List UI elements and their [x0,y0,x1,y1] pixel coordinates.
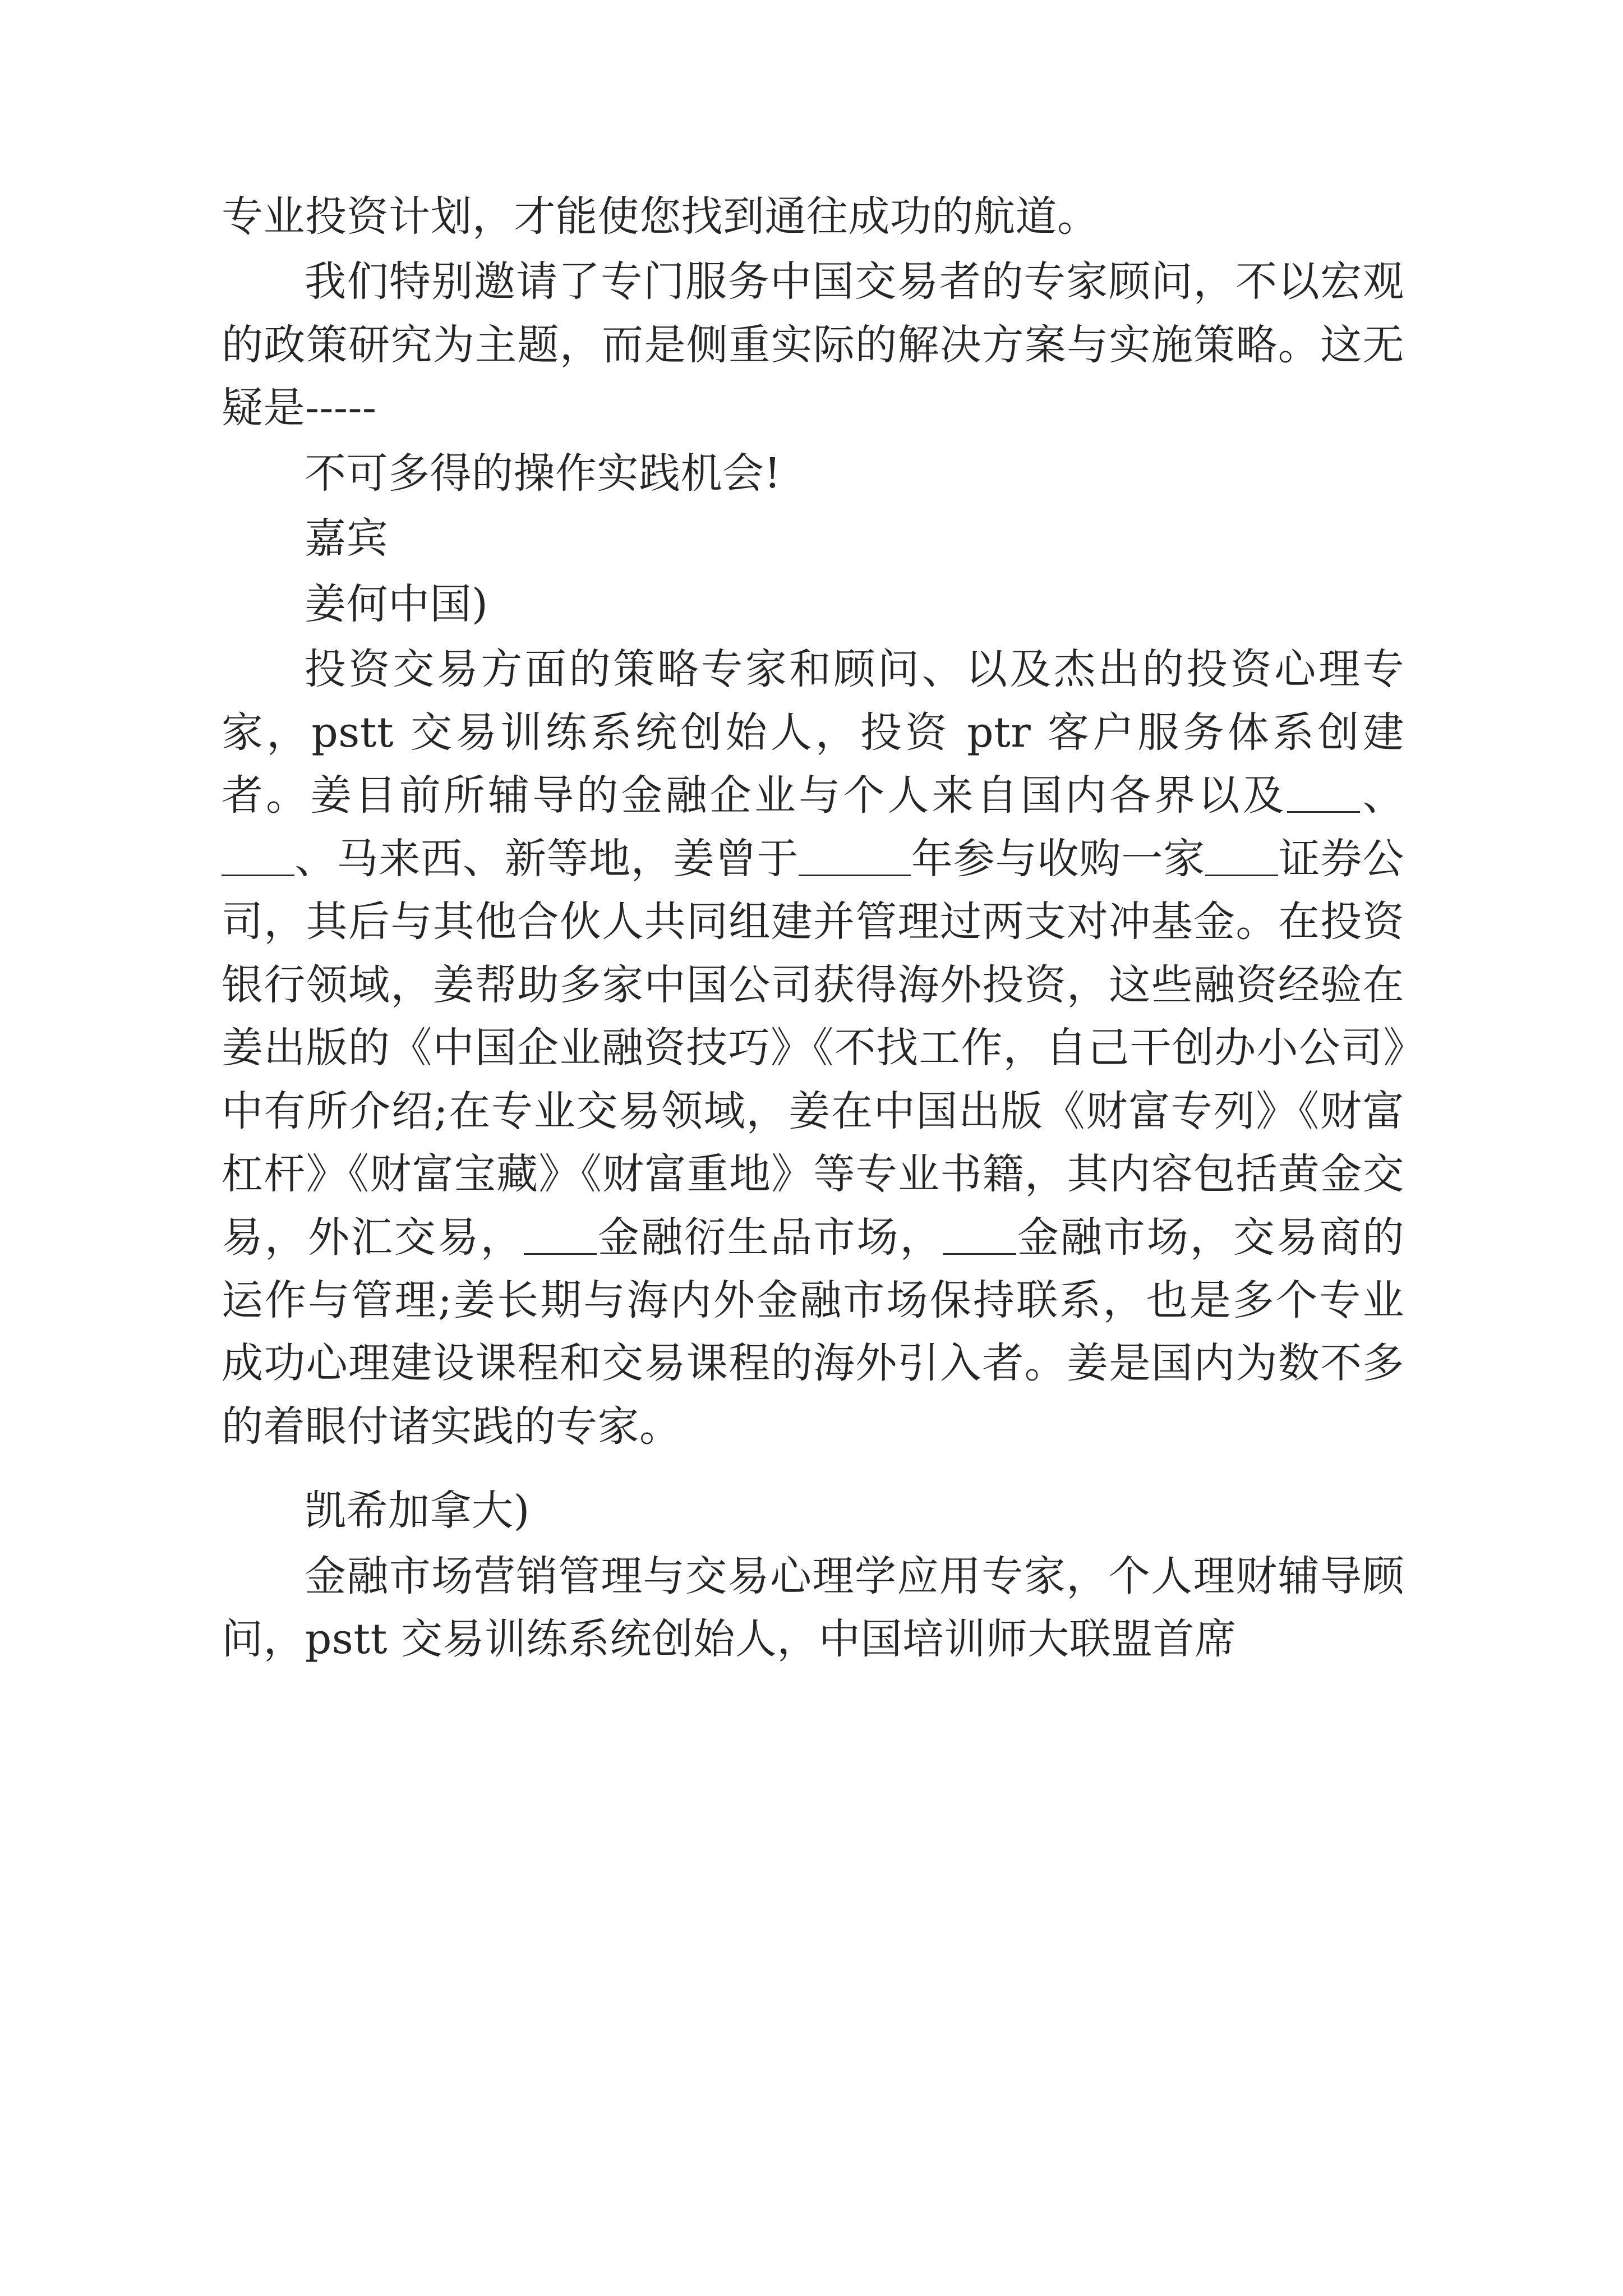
fill-blank-e[interactable] [524,1253,597,1255]
fill-blank-f[interactable] [943,1253,1016,1255]
paragraph-guest-heading: 嘉宾 [305,514,388,563]
paragraph-guest-one-bio [222,638,1404,1458]
paragraph-opportunity: 不可多得的操作实践机会! [305,449,781,498]
bio-segment-2: 年参与收购一家 [911,834,1206,883]
bio-separator-2: 、马来西、新等地，姜曾于 [294,834,799,883]
bio-segment-4: 金融衍生品市场， [596,1213,943,1262]
fill-blank-a[interactable] [1287,811,1360,813]
fill-blank-b[interactable] [222,875,294,876]
document-body [222,185,1404,1671]
paragraph-guest-two-name: 凯希加拿大) [305,1487,530,1535]
bio-separator-1: 、 [1359,771,1405,820]
paragraph-guest-one-name: 姜何中国) [305,579,488,628]
fill-blank-d[interactable] [1205,875,1278,876]
paragraph-guest-two-bio: 金融市场营销管理与交易心理学应用专家，个人理财辅导顾问，pstt 交易训练系统创始人，中国培训师大联盟首席 [222,1552,1404,1664]
fill-blank-c[interactable] [799,875,911,876]
bio-segment-3: 证券公司，其后与其他合伙人共同组建并管理过两支对冲基金。在投资银行领域，姜帮助多家中国公司获得海外投资，这些融资经验在姜出版的《中国企业融资技巧》《不找工作，自己干创办小公司》中有所介绍;在专业交易领域，姜在中国出版《财富专列》《财富杠杆》《财富宝藏》《财富重地》等专业书籍，其内容包括黄金交易，外汇交易， [222,834,1405,1262]
bio-segment-5: 金融市场，交易商的运作与管理;姜长期与海内外金融市场保持联系，也是多个专业成功心理建设课程和交易课程的海外引入者。姜是国内为数不多的着眼付诸实践的专家。 [222,1213,1405,1451]
paragraph-invitation: 我们特别邀请了专门服务中国交易者的专家顾问，不以宏观的政策研究为主题，而是侧重实际的解决方案与实施策略。这无疑是----- [222,257,1404,432]
bio-segment-1: 投资交易方面的策略专家和顾问、以及杰出的投资心理专家，pstt 交易训练系统创始人，投资 ptr 客户服务体系创建者。姜目前所辅导的金融企业与个人来自国内各界以及 [222,645,1404,820]
paragraph-continued: 专业投资计划，才能使您找到通往成功的航道。 [222,192,1099,241]
